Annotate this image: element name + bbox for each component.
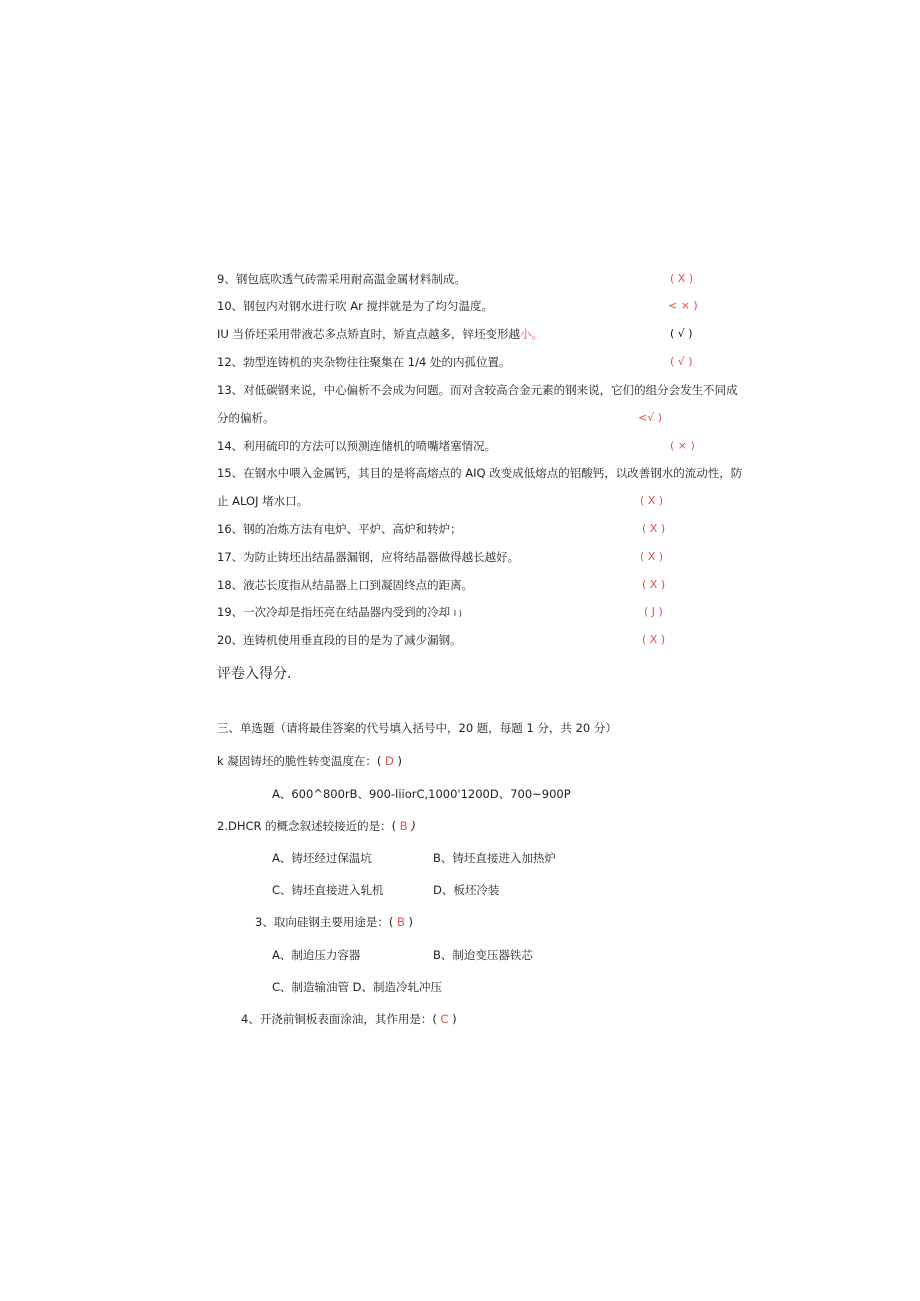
tf-question-13-cont: 分的偏析。 bbox=[217, 411, 275, 425]
mc-question-1-text: k 凝固铸坯的脆性转变温度在：( bbox=[217, 754, 382, 768]
tf-answer-17: ( X ) bbox=[640, 550, 664, 563]
mc-question-2-close: ) bbox=[411, 819, 416, 833]
mc-question-1-close: ) bbox=[397, 754, 402, 768]
tf-answer-10: < × ) bbox=[668, 299, 698, 312]
mc-answer-1: D bbox=[384, 754, 394, 768]
tf-question-17: 17、为防止铸坯出结晶器漏钢，应将结晶器做得越长越好。 bbox=[217, 550, 520, 564]
tf-question-19 bbox=[217, 604, 462, 622]
score-label: 评卷入得分. bbox=[217, 666, 292, 682]
mc-answer-4: C bbox=[440, 1012, 449, 1026]
mc-option-2b: B、铸坯直接进入加热炉 bbox=[433, 851, 556, 865]
mc-options-3cd: C、制造输油管 D、制造冷轧冲压 bbox=[272, 980, 443, 994]
mc-option-3a: A、制迨压力容器 bbox=[272, 948, 361, 962]
mc-option-2a: A、铸坯经过保温坑 bbox=[272, 851, 372, 865]
mc-question-4-text: 4、开浇前铜板表面涂油，其作用是：( bbox=[241, 1012, 437, 1026]
mc-options-1: A、600^800rB、900-liiorC,1000'1200D、700~900P bbox=[272, 787, 571, 801]
mc-option-3b: B、制迨变压器铁芯 bbox=[433, 948, 533, 962]
mc-question-3-close: ) bbox=[408, 915, 414, 929]
tf-question-18: 18、液芯长度指从结晶器上口到凝固终点的距离。 bbox=[217, 578, 474, 592]
tf-question-9: 9、钢包底吹透气砖需采用耐高温金属材料制成。 bbox=[217, 272, 466, 286]
tf-question-12: 12、勃型连铸机的夹杂物往往聚集在 1/4 处的内孤位置。 bbox=[217, 355, 511, 369]
tf-answer-18: ( X ) bbox=[642, 578, 666, 591]
section-title: 三、单选题（请将最佳答案的代号填入括号中，20 题，每题 1 分，共 20 分） bbox=[217, 721, 617, 735]
mc-question-2-text: 2.DHCR 的概念叙述较接近的是：( bbox=[217, 819, 397, 833]
tf-answer-14: ( × ) bbox=[670, 439, 695, 452]
tf-answer-11: ( √ ) bbox=[670, 327, 693, 340]
mc-answer-2: B bbox=[399, 819, 408, 833]
mc-question-4-close: ) bbox=[452, 1012, 457, 1026]
tf-question-11 bbox=[217, 326, 543, 342]
mc-answer-3: B bbox=[396, 915, 405, 929]
tf-question-19-text: 19、一次冷却是指坯亮在结晶器内受到的冷却 bbox=[217, 605, 451, 619]
tf-question-15-cont: 止 ALOJ 堵水口。 bbox=[217, 494, 309, 508]
mc-option-2c: C、铸坯直接进入轧机 bbox=[272, 883, 384, 897]
mc-question-4 bbox=[241, 1011, 457, 1027]
tf-question-20: 20、连铸机使用垂直段的目的是为了减少漏钢。 bbox=[217, 633, 462, 647]
tf-answer-9: ( X ) bbox=[670, 272, 694, 285]
tf-question-11-text: IU 当侨坯采用带液芯多点矫直时，矫直点越多，锌坯变形越 bbox=[217, 327, 520, 341]
mc-question-2 bbox=[217, 818, 416, 834]
mc-question-1 bbox=[217, 753, 402, 769]
tf-question-15: 15、在钢水中喂入金属钙，其目的是将高熔点的 AIQ 改变成低熔点的铝酸钙，以改善钢水的流动性，防 bbox=[217, 466, 743, 480]
tf-question-11-tail: 小。 bbox=[519, 327, 543, 341]
tf-answer-20: ( X ) bbox=[642, 633, 666, 646]
tf-answer-16: ( X ) bbox=[642, 522, 666, 535]
tf-question-13: 13、对低碳钢来说，中心偏析不会成为问题。而对含较高合金元素的钢来说，它们的组分会发生不同成 bbox=[217, 383, 738, 397]
mc-question-3 bbox=[255, 914, 413, 930]
mc-question-3-text: 3、取向硅钢主要用途是：( bbox=[255, 915, 394, 929]
tf-answer-19: ( J ) bbox=[644, 605, 663, 618]
tf-question-10: 10、钢包内对钢水进行吹 Ar 搅拌就是为了均匀温度。 bbox=[217, 299, 494, 313]
tf-question-14: 14、利用硫印的方法可以预测连储机的喷嘴堵塞情况。 bbox=[217, 439, 497, 453]
tf-question-19-tail: I ) bbox=[453, 609, 462, 618]
tf-answer-13: <√ ) bbox=[638, 411, 663, 424]
tf-answer-15: ( X ) bbox=[640, 494, 664, 507]
mc-option-2d: D、板坯冷装 bbox=[433, 883, 500, 897]
tf-answer-12: ( √ ) bbox=[670, 355, 693, 368]
tf-question-16: 16、钢的冶炼方法有电炉、平炉、高炉和转炉； bbox=[217, 522, 462, 536]
